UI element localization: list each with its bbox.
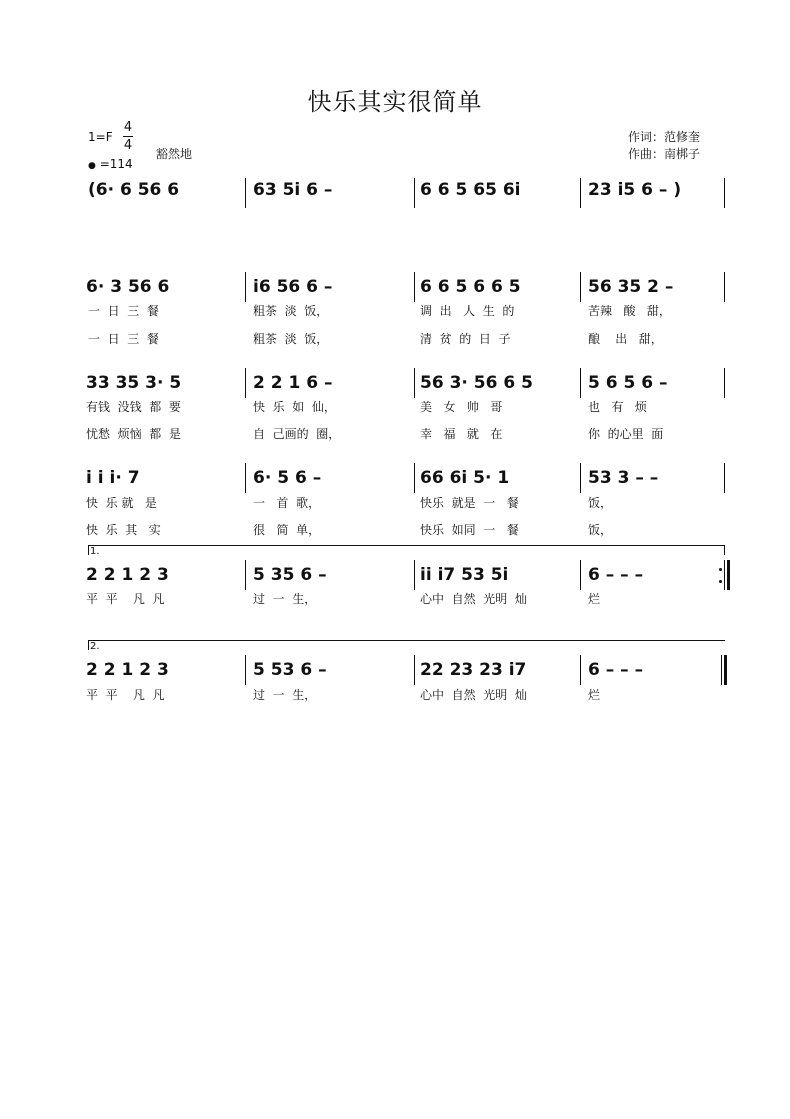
line2-measure-3: 56 3· 56 6 5 <box>420 373 533 393</box>
ending1-lyric-measure-2: 过 一 生， <box>253 592 317 606</box>
line1-measure-3: 6 6 5 6 6 5 <box>420 277 521 297</box>
composer-credit: 作曲：南梆子 <box>628 147 701 161</box>
ending1-measure-2: 5 35 6 – <box>253 565 327 585</box>
repeat-dot <box>719 568 722 571</box>
barline <box>414 655 415 685</box>
time-signature-top: 4 <box>123 120 133 135</box>
line1-lyric1-measure-3: 调 出 人 生 的 <box>420 304 515 318</box>
line1-lyric1-measure-2: 粗茶 淡 饭， <box>253 304 329 318</box>
barline <box>724 272 725 302</box>
second-ending-label: 2. <box>90 641 100 652</box>
line2-lyric2-measure-3: 幸 福 就 在 <box>420 427 503 441</box>
tempo-marking <box>88 157 133 171</box>
line1-measure-4: 56 35 2 – <box>588 277 674 297</box>
ending1-measure-1: 2 2 1 2 3 <box>86 565 169 585</box>
intro-measure-3: 6 6 5 65 6i <box>420 180 521 200</box>
ending2-measure-1: 2 2 1 2 3 <box>86 660 169 680</box>
line3-lyric1-measure-4: 饭， <box>588 496 613 510</box>
line2-lyric1-measure-1: 有钱 没钱 都 要 <box>86 400 181 414</box>
line1-measure-1: 6· 3 56 6 <box>86 277 170 297</box>
ending1-measure-3: ii i7 53 5i <box>420 565 509 585</box>
line2-measure-4: 5 6 5 6 – <box>588 373 668 393</box>
line1-lyric2-measure-3: 清 贫 的 日 子 <box>420 332 511 346</box>
repeat-barline-thick <box>727 560 730 590</box>
barline <box>245 463 246 493</box>
line2-lyric1-measure-4: 也 有 烦 <box>588 400 647 414</box>
barline <box>245 368 246 398</box>
time-signature-bottom: 4 <box>123 138 133 153</box>
line2-lyric1-measure-3: 美 女 帅 哥 <box>420 400 503 414</box>
barline <box>414 272 415 302</box>
ending1-lyric-measure-4: 烂 <box>588 592 601 606</box>
barline <box>580 368 581 398</box>
line1-lyric1-measure-4: 苦辣 酸 甜， <box>588 304 671 318</box>
line3-measure-4: 53 3 – – <box>588 468 659 488</box>
line3-measure-3: 66 6i 5· 1 <box>420 468 510 488</box>
ending2-measure-2: 5 53 6 – <box>253 660 327 680</box>
barline <box>245 272 246 302</box>
repeat-barline <box>724 560 725 590</box>
line3-lyric1-measure-2: 一 首 歌， <box>253 496 321 510</box>
quarter-note-icon: ● <box>88 161 96 171</box>
first-ending-tick <box>724 545 725 555</box>
ending2-lyric-measure-4: 烂 <box>588 688 601 702</box>
barline <box>414 368 415 398</box>
first-ending-label: 1. <box>90 546 100 557</box>
line3-lyric2-measure-4: 饭， <box>588 523 613 537</box>
line1-measure-2: i6 56 6 – <box>253 277 333 297</box>
barline <box>245 655 246 685</box>
tempo-value: =114 <box>99 157 133 171</box>
barline <box>245 178 246 208</box>
line2-lyric2-measure-2: 自 己画的 圈， <box>253 427 341 441</box>
barline <box>724 178 725 208</box>
line3-measure-2: 6· 5 6 – <box>253 468 322 488</box>
time-signature-divider <box>123 136 133 137</box>
ending2-measure-4: 6 – – – <box>588 660 644 680</box>
ending2-lyric-measure-2: 过 一 生， <box>253 688 317 702</box>
barline <box>414 560 415 590</box>
barline <box>245 560 246 590</box>
time-signature <box>121 120 135 153</box>
ending1-lyric-measure-3: 心中 自然 光明 灿 <box>420 592 527 606</box>
line2-measure-1: 33 35 3· 5 <box>86 373 182 393</box>
line3-measure-1: i i i· 7 <box>86 468 140 488</box>
line2-measure-2: 2 2 1 6 – <box>253 373 333 393</box>
intro-measure-2: 63 5i 6 – <box>253 180 333 200</box>
barline <box>724 368 725 398</box>
lyricist-credit: 作词：范修奎 <box>628 130 701 144</box>
barline <box>580 463 581 493</box>
intro-measure-1: (6· 6 56 6 <box>88 180 180 200</box>
line1-lyric2-measure-4: 酿 出 甜， <box>588 332 663 346</box>
final-barline-thick <box>724 655 727 685</box>
second-ending-bracket <box>88 640 725 641</box>
line1-lyric2-measure-1: 一 日 三 餐 <box>88 332 159 346</box>
expression-marking: 豁然地 <box>156 147 193 161</box>
barline <box>580 272 581 302</box>
intro-measure-4: 23 i5 6 – ) <box>588 180 682 200</box>
line1-lyric2-measure-2: 粗茶 淡 饭， <box>253 332 329 346</box>
final-barline <box>721 655 722 685</box>
score-title: 快乐其实很简单 <box>307 88 483 116</box>
second-ending-tick <box>88 640 89 650</box>
line3-lyric2-measure-1: 快 乐 其 实 <box>86 523 161 537</box>
line3-lyric2-measure-2: 很 简 单， <box>253 523 321 537</box>
ending2-lyric-measure-1: 平 平 凡 凡 <box>86 688 165 702</box>
line3-lyric1-measure-1: 快 乐 就 是 <box>86 496 157 510</box>
ending1-lyric-measure-1: 平 平 凡 凡 <box>86 592 165 606</box>
ending2-lyric-measure-3: 心中 自然 光明 灿 <box>420 688 527 702</box>
barline <box>414 178 415 208</box>
line2-lyric1-measure-2: 快 乐 如 仙， <box>253 400 336 414</box>
key-signature: 1=F <box>88 130 113 144</box>
repeat-dot <box>719 580 722 583</box>
barline <box>580 178 581 208</box>
line2-lyric2-measure-4: 你 的心里 面 <box>588 427 664 441</box>
line3-lyric2-measure-3: 快乐 如同 一 餐 <box>420 523 519 537</box>
ending1-measure-4: 6 – – – <box>588 565 644 585</box>
line3-lyric1-measure-3: 快乐 就是 一 餐 <box>420 496 519 510</box>
ending2-measure-3: 22 23 23 i7 <box>420 660 527 680</box>
barline <box>414 463 415 493</box>
barline <box>580 655 581 685</box>
barline <box>580 560 581 590</box>
first-ending-bracket <box>88 545 725 546</box>
first-ending-tick <box>88 545 89 555</box>
barline <box>724 463 725 493</box>
line2-lyric2-measure-1: 忧愁 烦恼 都 是 <box>86 427 181 441</box>
line1-lyric1-measure-1: 一 日 三 餐 <box>88 304 159 318</box>
